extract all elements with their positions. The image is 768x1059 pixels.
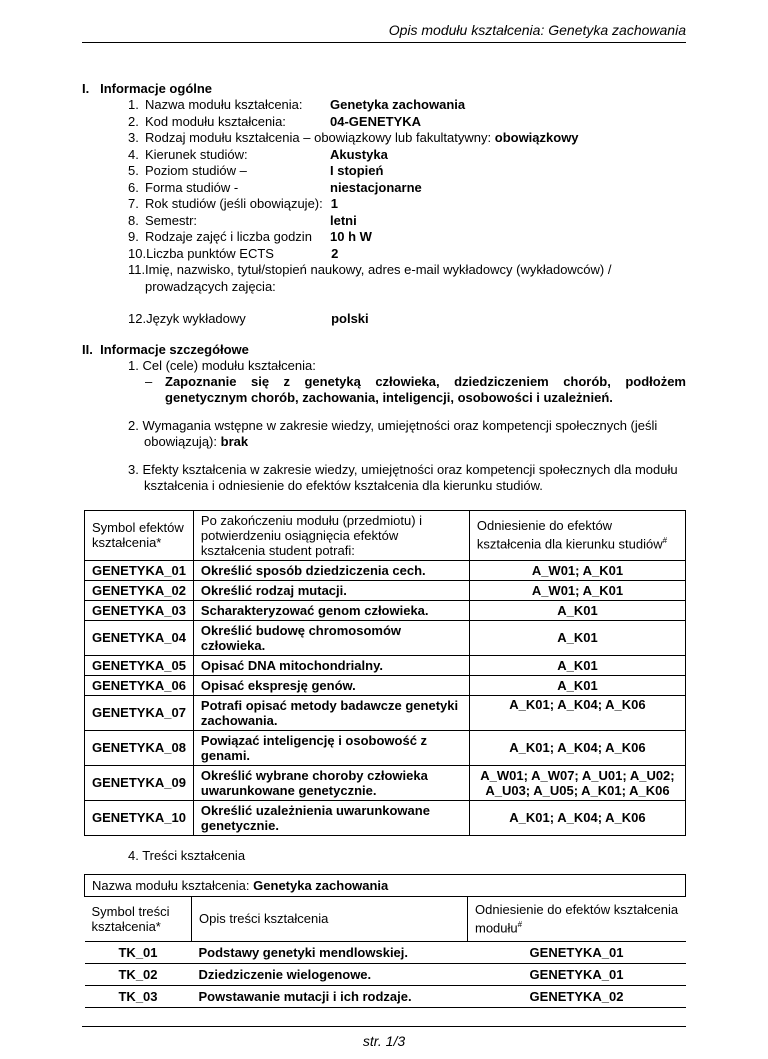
content-table (84, 874, 686, 1008)
header-cell (468, 896, 686, 941)
info-item (128, 229, 686, 246)
info-item (128, 196, 686, 213)
item-number: 4. (128, 146, 139, 162)
info-item (128, 163, 686, 180)
goal-value: Zapoznanie się z genetyką człowieka, dziedziczeniem chorób, podłożem genetycznym chorób, zachowania, inteligencji, osobowości i uzależnień. (165, 373, 686, 405)
table-row (85, 963, 686, 985)
item-value: 04-GENETYKA (330, 113, 422, 129)
item-value: 1 (330, 196, 338, 211)
item-label: Poziom studiów – (145, 163, 247, 178)
prerequisites-value: brak (220, 433, 249, 449)
reference-cell: A_K01; A_K04; A_K06 (469, 695, 685, 730)
table-row (85, 985, 686, 1007)
info-item (128, 262, 686, 295)
item-label: Kod modułu kształcenia: (145, 113, 286, 129)
symbol-cell: GENETYKA_08 (85, 730, 194, 765)
item-value: 2 (331, 245, 339, 261)
symbol-cell: TK_03 (85, 985, 192, 1007)
table-row (85, 695, 686, 730)
table-row (85, 620, 686, 655)
symbol-cell: GENETYKA_04 (85, 620, 194, 655)
table-row (85, 941, 686, 963)
reference-cell: A_K01 (469, 675, 685, 695)
table-row (85, 675, 686, 695)
item-label: Język wykładowy (146, 311, 246, 326)
item-value: Akustyka (330, 146, 388, 162)
item-number: 11. (128, 262, 146, 277)
dash: – (145, 373, 153, 389)
item-number: 10. (128, 245, 147, 261)
prerequisites (128, 418, 668, 450)
item-value: letni (330, 212, 357, 228)
item-label: Imię, nazwisko, tytuł/stopień naukowy, adres e-mail wykładowcy (wykładowców) / (145, 262, 612, 277)
header-cell (469, 510, 685, 560)
reference-cell: A_W01; A_K01 (469, 580, 685, 600)
item-number: 2. (128, 113, 139, 129)
section-title: Informacje ogólne (100, 81, 213, 96)
module-name-row (85, 874, 686, 896)
item-value: Genetyka zachowania (330, 97, 466, 112)
reference-cell: A_K01 (469, 600, 685, 620)
item-label: Rodzaj modułu kształcenia – obowiązkowy lub fakultatywny: (145, 130, 492, 145)
header-cell: Symbol treści kształcenia* (85, 896, 192, 941)
table-row (85, 730, 686, 765)
table-row (85, 765, 686, 800)
module-name-value: Genetyka zachowania (253, 877, 389, 893)
symbol-cell: GENETYKA_09 (85, 765, 194, 800)
info-list (128, 97, 686, 328)
table-row (85, 655, 686, 675)
table-row (85, 800, 686, 835)
symbol-cell: GENETYKA_01 (85, 560, 194, 580)
reference-cell: GENETYKA_01 (468, 963, 686, 985)
item-label: Nazwa modułu kształcenia: (145, 97, 303, 112)
info-item (128, 213, 686, 230)
reference-cell: GENETYKA_01 (468, 941, 686, 963)
item-number: 5. (128, 163, 139, 178)
header-cell: Opis treści kształcenia (192, 896, 468, 941)
section-2-heading (82, 342, 686, 358)
info-item (128, 114, 686, 131)
reference-cell: A_K01; A_K04; A_K06 (469, 730, 685, 765)
table-header-row (85, 510, 686, 560)
info-item (128, 311, 686, 328)
item-label: Liczba punktów ECTS (146, 245, 274, 261)
goal-text (145, 374, 686, 406)
module-name-label: Nazwa modułu kształcenia: (92, 877, 250, 893)
header-cell: Symbol efektów kształcenia* (85, 510, 194, 560)
info-item (128, 130, 686, 147)
content-cell: Dziedziczenie wielogenowe. (192, 963, 468, 985)
reference-cell: GENETYKA_02 (468, 985, 686, 1007)
reference-cell: A_W01; A_K01 (469, 560, 685, 580)
reference-cell: A_K01 (469, 620, 685, 655)
symbol-cell: GENETYKA_03 (85, 600, 194, 620)
outcome-cell: Potrafi opisać metody badawcze genetyki zachowania. (193, 695, 469, 730)
item-label: Rodzaje zajęć i liczba godzin (145, 229, 312, 244)
symbol-cell: TK_02 (85, 963, 192, 985)
item-value: 10 h W (330, 229, 372, 244)
info-item (128, 246, 686, 263)
item-number: 9. (128, 229, 139, 244)
item-number: 1. (128, 97, 139, 112)
section-title: Informacje szczegółowe (100, 341, 249, 357)
symbol-cell: GENETYKA_05 (85, 655, 194, 675)
content-heading: 4. Treści kształcenia (128, 847, 246, 863)
header-text: Odniesienie do efektów kształcenia dla kierunku studiów (476, 518, 663, 552)
outcomes-heading: 3. Efekty kształcenia w zakresie wiedzy, umiejętności oraz kompetencji społecznych dla modułu kształcenia i odniesienie do efektów kształcenia dla kierunku studiów. (128, 461, 678, 493)
reference-cell: A_K01; A_K04; A_K06 (469, 800, 685, 835)
item-label-cont: prowadzących zajęcia: (145, 278, 276, 294)
item-number: 12. (128, 311, 147, 326)
outcome-cell: Scharakteryzować genom człowieka. (193, 600, 469, 620)
page-header: Opis modułu kształcenia: Genetyka zachowania (82, 22, 686, 43)
item-value: polski (331, 311, 369, 326)
outcome-cell: Określić uzależnienia uwarunkowane genetycznie. (193, 800, 469, 835)
reference-cell: A_W01; A_W07; A_U01; A_U02; A_U03; A_U05; A_K01; A_K06 (469, 765, 685, 800)
item-value: I stopień (330, 163, 384, 178)
symbol-cell: GENETYKA_10 (85, 800, 194, 835)
item-number: 3. (128, 130, 139, 145)
symbol-cell: TK_01 (85, 941, 192, 963)
item-label: Rok studiów (jeśli obowiązuje): (145, 196, 323, 211)
footnote-mark: # (517, 919, 523, 929)
table-header-row (85, 896, 686, 941)
item-label: Kierunek studiów: (145, 146, 248, 162)
outcome-cell: Określić sposób dziedziczenia cech. (193, 560, 469, 580)
footnote-mark: # (662, 536, 668, 546)
content-cell: Podstawy genetyki mendlowskiej. (192, 941, 468, 963)
table-row (85, 600, 686, 620)
outcome-cell: Opisać DNA mitochondrialny. (193, 655, 469, 675)
goal-heading: 1. Cel (cele) modułu kształcenia: (128, 357, 316, 373)
info-item (128, 147, 686, 164)
info-item (128, 97, 686, 114)
info-item (128, 180, 686, 197)
section-number: I. (82, 81, 90, 96)
item-number: 8. (128, 212, 139, 228)
item-value: niestacjonarne (330, 179, 422, 195)
header-text: Odniesienie do efektów kształcenia modułu (475, 901, 679, 936)
item-label: Forma studiów - (145, 179, 239, 195)
section-number: II. (82, 341, 93, 357)
table-row (85, 580, 686, 600)
section-1-heading (82, 81, 686, 97)
symbol-cell: GENETYKA_02 (85, 580, 194, 600)
symbol-cell: GENETYKA_07 (85, 695, 194, 730)
content-cell: Powstawanie mutacji i ich rodzaje. (192, 985, 468, 1007)
outcome-cell: Opisać ekspresję genów. (193, 675, 469, 695)
symbol-cell: GENETYKA_06 (85, 675, 194, 695)
header-cell: Po zakończeniu modułu (przedmiotu) i potwierdzeniu osiągnięcia efektów kształcenia student potrafi: (193, 510, 469, 560)
item-label: Semestr: (145, 212, 198, 228)
reference-cell: A_K01 (469, 655, 685, 675)
document-body (82, 43, 686, 1008)
item-number: 6. (128, 179, 139, 195)
module-name-cell (85, 874, 686, 896)
outcomes-table (84, 510, 686, 836)
outcome-cell: Określić rodzaj mutacji. (193, 580, 469, 600)
table-row (85, 560, 686, 580)
outcome-cell: Określić wybrane choroby człowieka uwarunkowane genetycznie. (193, 765, 469, 800)
outcome-cell: Powiązać inteligencję i osobowość z genami. (193, 730, 469, 765)
outcome-cell: Określić budowę chromosomów człowieka. (193, 620, 469, 655)
prerequisites-label: 2. Wymagania wstępne w zakresie wiedzy, umiejętności oraz kompetencji społecznych (jeśli obowiązują): (128, 417, 658, 449)
page-number: str. 1/3 (82, 1026, 686, 1049)
item-value: obowiązkowy (494, 130, 579, 145)
item-number: 7. (128, 196, 139, 211)
